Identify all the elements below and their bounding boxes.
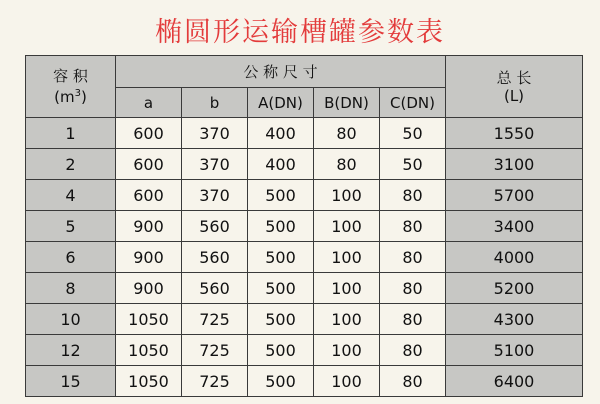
nominal-size-header: 公 称 尺 寸 (116, 56, 446, 88)
b-cell: 560 (182, 242, 248, 273)
capacity-unit-sup: 3 (74, 88, 81, 99)
length-cell: 4000 (446, 242, 583, 273)
table-row (26, 242, 583, 273)
b-cell: 370 (182, 180, 248, 211)
B-dn-cell: 100 (314, 335, 380, 366)
subcolumn-C-dn: C(DN) (380, 88, 446, 118)
B-dn-cell: 100 (314, 180, 380, 211)
table-row (26, 335, 583, 366)
table-row (26, 273, 583, 304)
length-cell: 4300 (446, 304, 583, 335)
table-row (26, 304, 583, 335)
length-cell: 5100 (446, 335, 583, 366)
subcolumn-b: b (182, 88, 248, 118)
parameter-table (25, 55, 583, 397)
length-cell: 1550 (446, 118, 583, 149)
capacity-label: 容 积 (53, 67, 88, 85)
A-dn-cell: 500 (248, 273, 314, 304)
B-dn-cell: 100 (314, 211, 380, 242)
C-dn-cell: 50 (380, 149, 446, 180)
capacity-unit (26, 85, 115, 106)
A-dn-cell: 500 (248, 335, 314, 366)
a-cell: 600 (116, 180, 182, 211)
length-cell: 6400 (446, 366, 583, 397)
A-dn-cell: 400 (248, 118, 314, 149)
capacity-cell: 2 (26, 149, 116, 180)
b-cell: 370 (182, 149, 248, 180)
A-dn-cell: 500 (248, 180, 314, 211)
a-cell: 1050 (116, 304, 182, 335)
a-cell: 600 (116, 118, 182, 149)
subcolumn-a: a (116, 88, 182, 118)
B-dn-cell: 100 (314, 273, 380, 304)
table-row (26, 118, 583, 149)
C-dn-cell: 80 (380, 366, 446, 397)
C-dn-cell: 80 (380, 273, 446, 304)
capacity-cell: 6 (26, 242, 116, 273)
table-row (26, 366, 583, 397)
b-cell: 560 (182, 211, 248, 242)
capacity-header (26, 56, 116, 118)
capacity-cell: 1 (26, 118, 116, 149)
capacity-unit-open: (m (54, 88, 75, 106)
table-row (26, 149, 583, 180)
total-length-header (446, 56, 583, 118)
C-dn-cell: 80 (380, 180, 446, 211)
a-cell: 600 (116, 149, 182, 180)
C-dn-cell: 80 (380, 335, 446, 366)
a-cell: 1050 (116, 366, 182, 397)
length-cell: 3100 (446, 149, 583, 180)
capacity-unit-close: ) (80, 88, 87, 106)
length-cell: 3400 (446, 211, 583, 242)
capacity-cell: 12 (26, 335, 116, 366)
length-cell: 5200 (446, 273, 583, 304)
total-length-unit: (L) (503, 86, 525, 105)
b-cell: 725 (182, 366, 248, 397)
B-dn-cell: 80 (314, 118, 380, 149)
A-dn-cell: 500 (248, 211, 314, 242)
capacity-cell: 15 (26, 366, 116, 397)
page-title: 椭圆形运输槽罐参数表 (155, 17, 445, 48)
b-cell: 560 (182, 273, 248, 304)
a-cell: 900 (116, 242, 182, 273)
table-row (26, 180, 583, 211)
B-dn-cell: 100 (314, 242, 380, 273)
B-dn-cell: 100 (314, 304, 380, 335)
subcolumn-B-dn: B(DN) (314, 88, 380, 118)
a-cell: 900 (116, 273, 182, 304)
total-length-label: 总 长 (496, 68, 532, 87)
a-cell: 1050 (116, 335, 182, 366)
b-cell: 725 (182, 304, 248, 335)
A-dn-cell: 400 (248, 149, 314, 180)
capacity-cell: 10 (26, 304, 116, 335)
C-dn-cell: 80 (380, 211, 446, 242)
length-cell: 5700 (446, 180, 583, 211)
B-dn-cell: 100 (314, 366, 380, 397)
A-dn-cell: 500 (248, 304, 314, 335)
A-dn-cell: 500 (248, 366, 314, 397)
C-dn-cell: 80 (380, 242, 446, 273)
a-cell: 900 (116, 211, 182, 242)
b-cell: 725 (182, 335, 248, 366)
table-row (26, 211, 583, 242)
C-dn-cell: 50 (380, 118, 446, 149)
b-cell: 370 (182, 118, 248, 149)
subcolumn-A-dn: A(DN) (248, 88, 314, 118)
capacity-cell: 8 (26, 273, 116, 304)
capacity-cell: 4 (26, 180, 116, 211)
A-dn-cell: 500 (248, 242, 314, 273)
B-dn-cell: 80 (314, 149, 380, 180)
capacity-cell: 5 (26, 211, 116, 242)
header-row-1 (26, 56, 583, 88)
C-dn-cell: 80 (380, 304, 446, 335)
